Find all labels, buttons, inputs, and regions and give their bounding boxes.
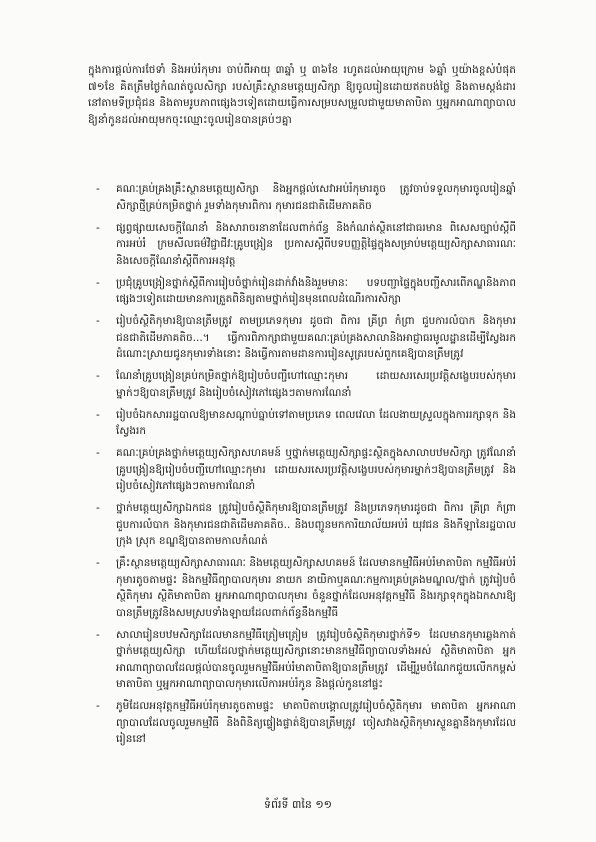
list-item-text: ណែនាំគ្រូបង្រៀនគ្រប់កម្រិតថ្នាក់ឱ្យរៀបចំបញ្ជីហៅឈ្មោះកុមារ ដោយសរសេរប្រវត្តិសង្ខេបរបស់កុមារម្នាក់ៗឱ្យបានត្រឹមត្រូវ និងរៀបចំសៀវភៅផ្សេងៗតាមការណែនាំ bbox=[116, 370, 516, 399]
list-item-text: ប្រជុំគ្រូបង្រៀនថ្នាក់ស្ដីពីការរៀបចំថ្នាក់រៀនដាក់វាំងនិងរួមមានៈ បទបញ្ជាផ្ទៃក្នុងបញ្ជីសារពើភណ្ឌនិងភាពផ្សេងៗទៀតដោយមានការត្រួតពិនិត្យតាមថ្នាក់រៀនមុនពេលដំណើរការសិក្សា bbox=[116, 276, 516, 305]
page-number: ទំព័រទី ៣នៃ ១១ bbox=[264, 798, 332, 811]
list-item bbox=[96, 368, 516, 401]
list-item bbox=[96, 555, 516, 621]
list-item bbox=[96, 181, 516, 214]
list-item-text: រៀបចំឯកសាររដ្ឋបាលឱ្យមានសណ្ដាប់ធ្នាប់ទៅតាមប្រភេទ ពេលវេលា ដែលងាយស្រួលក្នុងការរក្សាទុក និងស្វែងរក bbox=[116, 408, 516, 437]
bullet-dash: - bbox=[96, 276, 100, 289]
list-item bbox=[96, 220, 516, 270]
bullet-dash: - bbox=[96, 628, 100, 641]
list-item bbox=[96, 445, 516, 495]
list-item-text: គណៈគ្រប់គ្រងគ្រឹះស្ថានមត្តេយ្យសិក្សា និងអ្នកផ្ដល់សេវាអប់រំកុមារតូច ត្រូវចាប់ទទួលកុមារចូលរៀនឆ្នាំសិក្សាថ្មីគ្រប់កម្រិតថ្នាក់ រួមទាំងកុមារពិការ កុមារជនជាតិដើមភាគតិច bbox=[116, 183, 516, 212]
list-item bbox=[96, 627, 516, 693]
list-item-text: ភូមិដែលអនុវត្តកម្មវិធីអប់រំកុមារតូចតាមផ្ទះ មាតាបិតាបង្គោលត្រូវរៀបចំស្ថិតិកុមារ មាតាបិតា អ្នកអាណាព្យាបាលដែលចូលរួមកម្មវិធី និងពិនិត្យផ្ទៀងផ្ទាត់ឱ្យបានត្រឹមត្រូវ ចៀសវាងស្ថិតិកុមារស្ទួនគ្នានឹងកុមារដែលរៀននៅ bbox=[116, 700, 516, 745]
list-item-text: ផ្សព្វផ្សាយសេចក្ដីណែនាំ និងសារាចរនានាដែលពាក់ព័ន្ធ និងកំណត់ស្ថិតនៅជាធរមាន ពិសេសច្បាប់ស្ដីពីការអប់រំ ក្រមសីលធម៌វិជ្ជាជីវៈគ្រូបង្រៀន ប្រកាសស្ដីពីបទបញ្ញត្តិផ្ទៃក្នុងសម្រាប់មត្តេយ្យសិក្សាសាធារណៈ និងសេចក្ដីណែនាំស្ដីពីការអនុវត្ត bbox=[116, 221, 516, 267]
list-item bbox=[96, 500, 516, 550]
list-item-text: គណៈគ្រប់គ្រងថ្នាក់មត្តេយ្យសិក្សាសហគមន៍ ឬថ្នាក់មត្តេយ្យសិក្សាផ្ទះស្ថិតក្នុងសាលាបឋមសិក្សា ត្រូវណែនាំគ្រូបង្រៀនឱ្យរៀបចំបញ្ជីហៅឈ្មោះកុមារ ដោយសរសេរប្រវត្តិសង្ខេបរបស់កុមារម្នាក់ៗឱ្យបានត្រឹមត្រូវ និងរៀបចំសៀវភៅផ្សេងៗតាមការណែនាំ bbox=[116, 447, 516, 492]
bullet-dash: - bbox=[96, 183, 100, 195]
bullet-dash: - bbox=[96, 700, 100, 712]
list-item-text: រៀបចំស្ថិតិកុមារឱ្យបានត្រឹមត្រូវ តាមប្រភេទកុមារ ដូចជា ពិការ គ្រីព្រ កំព្រា ជួបការលំបាក និងកុមារជនជាតិដើមភាគតិច...។ ធ្វើការពិភាក្សាជាមួយគណៈគ្រប់គ្រងសាលានិងអាជ្ញាធរមូលដ្ឋានដើម្បីស្វែងរកដំណោះស្រាយជូនកុមារទាំងនោះ និងធ្វើការតាមដានការរៀនសូត្ររបស់ពួកគេឱ្យបានត្រឹមត្រូវ bbox=[116, 315, 516, 360]
list-item-text: គ្រឹះស្ថានមត្តេយ្យសិក្សាសាធារណៈ និងមត្តេយ្យសិក្សាសហគមន៍ ដែលមានកម្មវិធីអប់រំមាតាបិតា កម្មវិធីអប់រំកុមារតូចតាមផ្ទះ និងកម្មវិធីព្យាបាលកុមារ នាយក នាយិកាឬគណៈកម្មការគ្រប់គ្រងមណ្ឌល/ថ្នាក់ ត្រូវរៀបចំស្ថិតិកុមារ ស្ថិតិមាតាបិតា អ្នកអាណាព្យាបាលកុមារ ចំនួនថ្នាក់ដែលអនុវត្តកម្មវិធី និងរក្សាទុកក្នុងឯកសារឱ្យបានត្រឹមត្រូវនិងសមស្របទាំងឡាយដែលពាក់ព័ន្ធនឹងកម្មវិធី bbox=[116, 557, 516, 619]
list-item bbox=[96, 313, 516, 363]
bullet-dash: - bbox=[96, 557, 100, 569]
list-item bbox=[96, 275, 516, 308]
bullet-dash: - bbox=[96, 447, 100, 459]
bullet-dash: - bbox=[96, 408, 100, 421]
list-item-text: ថ្នាក់មត្តេយ្យសិក្សាឯកជន ត្រូវរៀបចំស្ថិតិកុមារឱ្យបានត្រឹមត្រូវ និងប្រភេទកុមារដូចជា ពិការ គ្រីព្រ កំព្រា ជួបការលំបាក និងកុមារជនជាតិដើមភាគតិច.. និងបញ្ជូនមកការិយាល័យអប់រំ យុវជន និងកីឡានៃរដ្ឋបាលក្រុង ស្រុក ខណ្ឌឱ្យបានតាមកាលកំណត់ bbox=[116, 502, 516, 547]
intro-paragraph: ក្នុងការផ្ដល់ការថែទាំ និងអប់រំកុមារ ចាប់ពីអាយុ ៣ឆ្នាំ ឬ ៣៦ខែ រហូតដល់អាយុក្រោម ៦ឆ្នាំ ឬយ៉ាងខ្ពស់បំផុត ៧១ខែ គិតត្រឹមថ្ងៃកំណត់ចូលសិក្សា របស់គ្រឹះស្ថានមត្តេយ្យសិក្សា ឱ្យចូលរៀនដោយឥតបង់ថ្លៃ និងតាមស្តង់ដារនៅតាមទីប្រជុំជន និងតាមរូបភាពផ្សេងៗទៀតដោយធ្វើការសម្របសម្រួលជាមួយមាតាបិតា ឬអ្នកអាណាព្យាបាល ឱ្យនាំកូនដល់អាយុមកចុះឈ្មោះចូលរៀនបានគ្រប់ៗគ្នា bbox=[88, 64, 516, 126]
list-item bbox=[96, 407, 516, 440]
bullet-dash: - bbox=[96, 370, 100, 382]
list-item bbox=[96, 698, 516, 748]
bullet-dash: - bbox=[96, 221, 100, 234]
bullet-dash: - bbox=[96, 502, 100, 514]
bullet-dash: - bbox=[96, 315, 100, 327]
bullet-list bbox=[96, 181, 516, 753]
list-item-text: សាលារៀនបឋមសិក្សាដែលមានកម្មវិធីត្រៀមត្រៀម ត្រូវរៀបចំស្ថិតិកុមារថ្នាក់ទី១ ដែលមានកុមារឆ្លងកាត់ថ្នាក់មត្តេយ្យសិក្សា ហើយដែលថ្នាក់មត្តេយ្យសិក្សានោះមានកម្មវិធីព្យាបាលទាំងអស់ ស្ថិតិមាតាបិតា អ្នកអាណាព្យាបាលដែលផ្ដល់បានចូលរួមកម្មវិធីអប់រំមាតាបិតាឱ្យបានត្រឹមត្រូវ ដើម្បីរួមចំណែកជួយលើកកម្ពស់មាតាបិតា ឬអ្នកអាណាព្យាបាលកុមារលើការអប់រំកូន និងផ្ដល់កូននៅផ្ទះ bbox=[116, 628, 516, 690]
